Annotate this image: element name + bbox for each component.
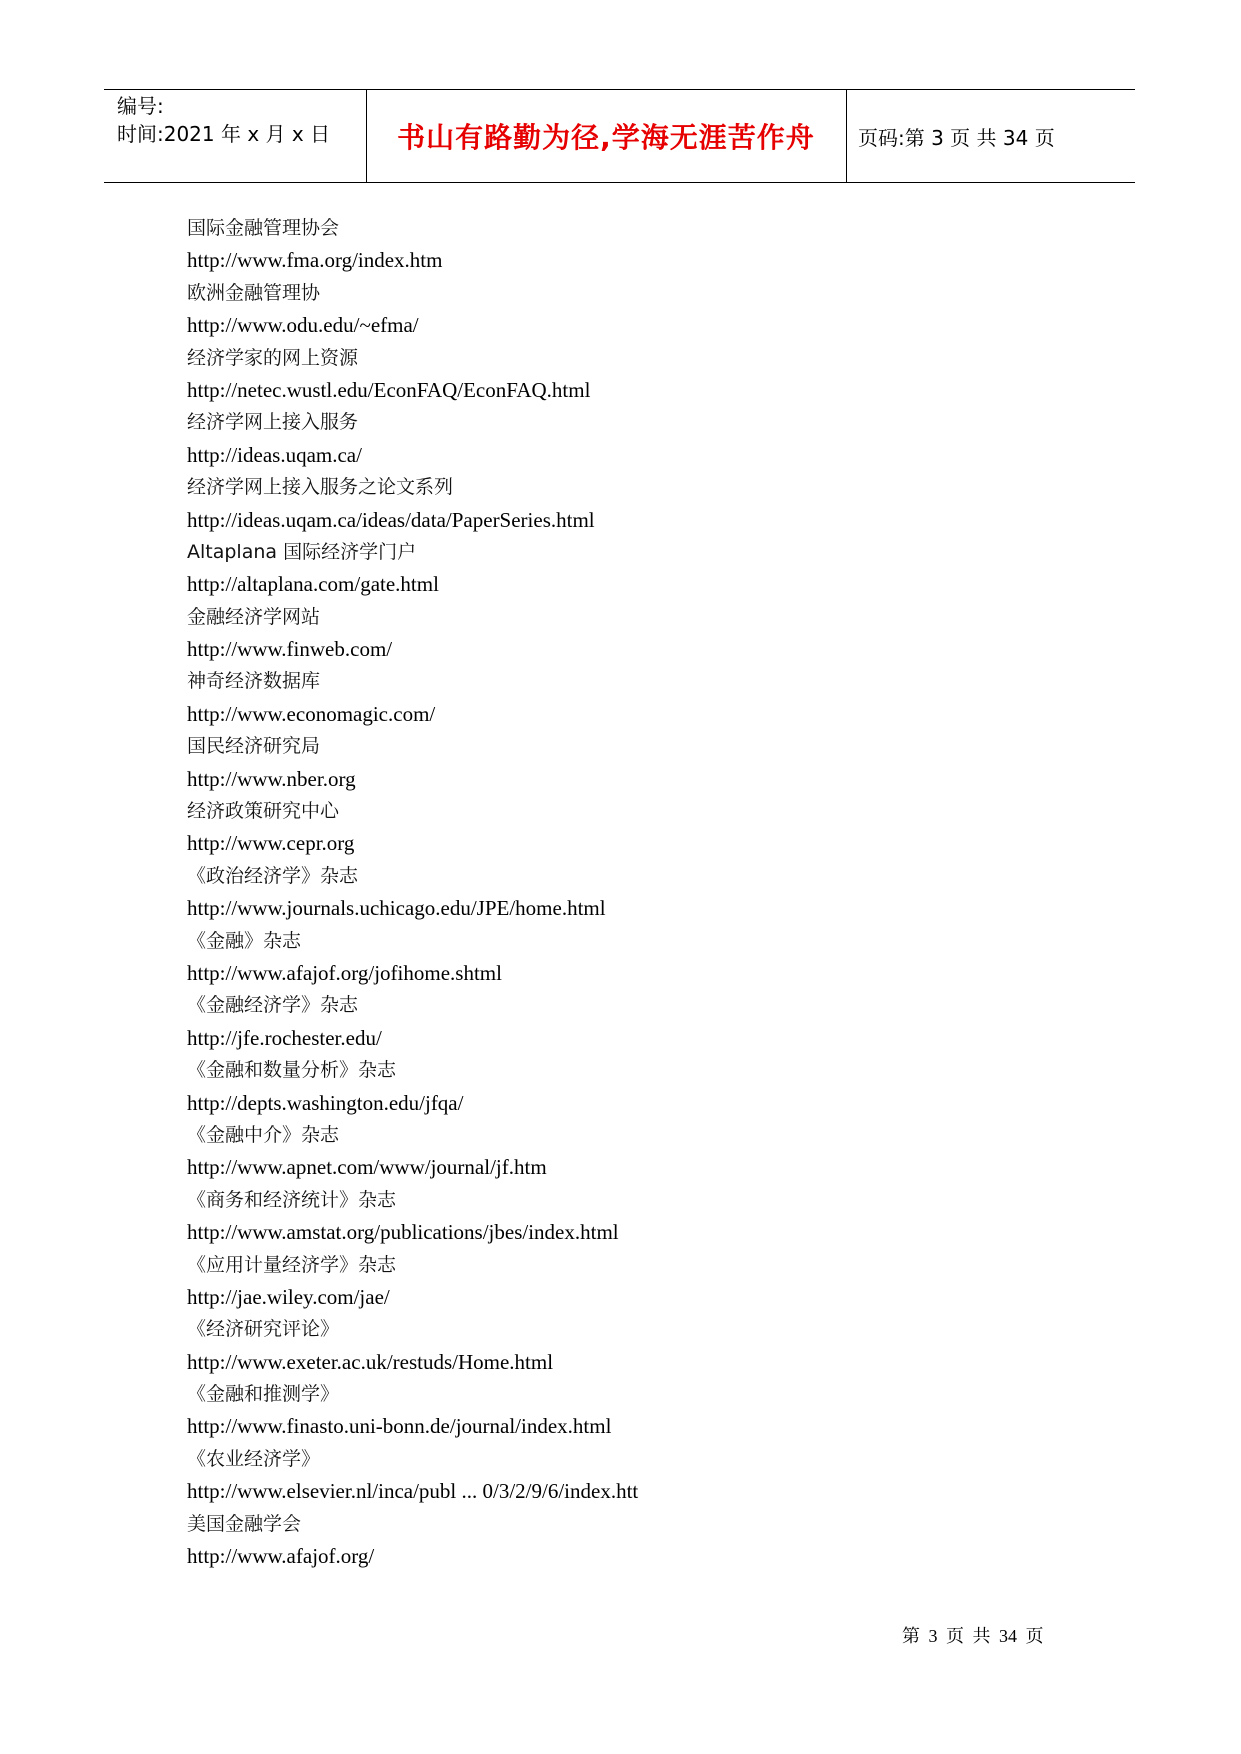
entry-name: 国民经济研究局 bbox=[187, 735, 321, 758]
page-header bbox=[104, 89, 1135, 183]
list-item bbox=[187, 795, 1087, 860]
entry-name: Altaplana 国际经济学门户 bbox=[187, 540, 417, 563]
entry-name: 美国金融学会 bbox=[187, 1512, 302, 1535]
list-item bbox=[187, 342, 1087, 407]
entry-url-link[interactable]: http://www.economagic.com/ bbox=[187, 701, 436, 726]
entry-name: 金融经济学网站 bbox=[187, 605, 321, 628]
list-item bbox=[187, 1313, 1087, 1378]
list-item bbox=[187, 989, 1087, 1054]
entry-url-link[interactable]: http://jfe.rochester.edu/ bbox=[187, 1025, 382, 1050]
entry-url-link[interactable]: http://www.amstat.org/publications/jbes/index.html bbox=[187, 1220, 619, 1245]
entry-name: 经济学网上接入服务 bbox=[187, 411, 359, 434]
list-item bbox=[187, 536, 1087, 601]
page-footer: 第 3 页 共 34 页 bbox=[902, 1626, 1044, 1646]
list-item bbox=[187, 212, 1087, 277]
list-item bbox=[187, 925, 1087, 990]
list-item bbox=[187, 601, 1087, 666]
entry-url-link[interactable]: http://www.nber.org bbox=[187, 766, 356, 791]
header-page-cell bbox=[846, 90, 1135, 182]
entry-name: 经济学家的网上资源 bbox=[187, 346, 359, 369]
entry-name: 经济政策研究中心 bbox=[187, 800, 340, 823]
entry-name: 《政治经济学》杂志 bbox=[187, 864, 359, 887]
entry-url-link[interactable]: http://ideas.uqam.ca/ bbox=[187, 442, 362, 467]
entry-url-link[interactable]: http://www.finasto.uni-bonn.de/journal/index.html bbox=[187, 1414, 612, 1439]
list-item bbox=[187, 471, 1087, 536]
time-label: 时间:2021 年 x 月 x 日 bbox=[117, 122, 331, 146]
entry-url-link[interactable]: http://altaplana.com/gate.html bbox=[187, 572, 439, 597]
header-motto-cell bbox=[366, 90, 847, 182]
list-item bbox=[187, 860, 1087, 925]
entry-name: 《金融和数量分析》杂志 bbox=[187, 1059, 397, 1082]
entry-url-link[interactable]: http://netec.wustl.edu/EconFAQ/EconFAQ.html bbox=[187, 377, 591, 402]
entry-url-link[interactable]: http://www.exeter.ac.uk/restuds/Home.html bbox=[187, 1349, 554, 1374]
list-item bbox=[187, 730, 1087, 795]
entry-url-link[interactable]: http://www.odu.edu/~efma/ bbox=[187, 313, 419, 338]
entry-name: 《经济研究评论》 bbox=[187, 1318, 340, 1341]
entry-url-link[interactable]: http://ideas.uqam.ca/ideas/data/PaperSeries.html bbox=[187, 507, 595, 532]
list-item bbox=[187, 1119, 1087, 1184]
entry-url-link[interactable]: http://www.afajof.org/jofihome.shtml bbox=[187, 960, 502, 985]
link-list bbox=[187, 212, 1087, 1572]
entry-name: 《金融经济学》杂志 bbox=[187, 994, 359, 1017]
entry-name: 《金融》杂志 bbox=[187, 929, 302, 952]
serial-label: 编号: bbox=[117, 94, 164, 118]
entry-url-link[interactable]: http://www.journals.uchicago.edu/JPE/home.html bbox=[187, 896, 606, 921]
entry-name: 《应用计量经济学》杂志 bbox=[187, 1253, 397, 1276]
list-item bbox=[187, 277, 1087, 342]
entry-name: 《金融和推测学》 bbox=[187, 1383, 340, 1406]
entry-url-link[interactable]: http://www.elsevier.nl/inca/publ ... 0/3/2/9/6/index.htt bbox=[187, 1479, 639, 1504]
list-item bbox=[187, 406, 1087, 471]
entry-name: 《商务和经济统计》杂志 bbox=[187, 1188, 397, 1211]
entry-url-link[interactable]: http://jae.wiley.com/jae/ bbox=[187, 1284, 390, 1309]
list-item bbox=[187, 665, 1087, 730]
entry-name: 《农业经济学》 bbox=[187, 1447, 321, 1470]
entry-name: 欧洲金融管理协 bbox=[187, 281, 321, 304]
entry-url-link[interactable]: http://depts.washington.edu/jfqa/ bbox=[187, 1090, 464, 1115]
entry-url-link[interactable]: http://www.finweb.com/ bbox=[187, 637, 393, 662]
entry-url-link[interactable]: http://www.cepr.org bbox=[187, 831, 355, 856]
entry-name: 国际金融管理协会 bbox=[187, 217, 340, 239]
entry-url-link[interactable]: http://www.apnet.com/www/journal/jf.htm bbox=[187, 1155, 547, 1180]
entry-url-link[interactable]: http://www.fma.org/index.htm bbox=[187, 248, 443, 273]
entry-name: 《金融中介》杂志 bbox=[187, 1123, 340, 1146]
entry-name: 经济学网上接入服务之论文系列 bbox=[187, 476, 454, 499]
entry-url-link[interactable]: http://www.afajof.org/ bbox=[187, 1544, 375, 1569]
motto-text: 书山有路勤为径,学海无涯苦作舟 bbox=[397, 121, 815, 154]
entry-name: 神奇经济数据库 bbox=[187, 670, 321, 693]
page-code: 页码:第 3 页 共 34 页 bbox=[858, 125, 1055, 150]
list-item bbox=[187, 1249, 1087, 1314]
header-info-cell bbox=[104, 90, 367, 182]
list-item bbox=[187, 1184, 1087, 1249]
list-item bbox=[187, 1508, 1087, 1573]
list-item bbox=[187, 1054, 1087, 1119]
list-item bbox=[187, 1378, 1087, 1443]
list-item bbox=[187, 1443, 1087, 1508]
